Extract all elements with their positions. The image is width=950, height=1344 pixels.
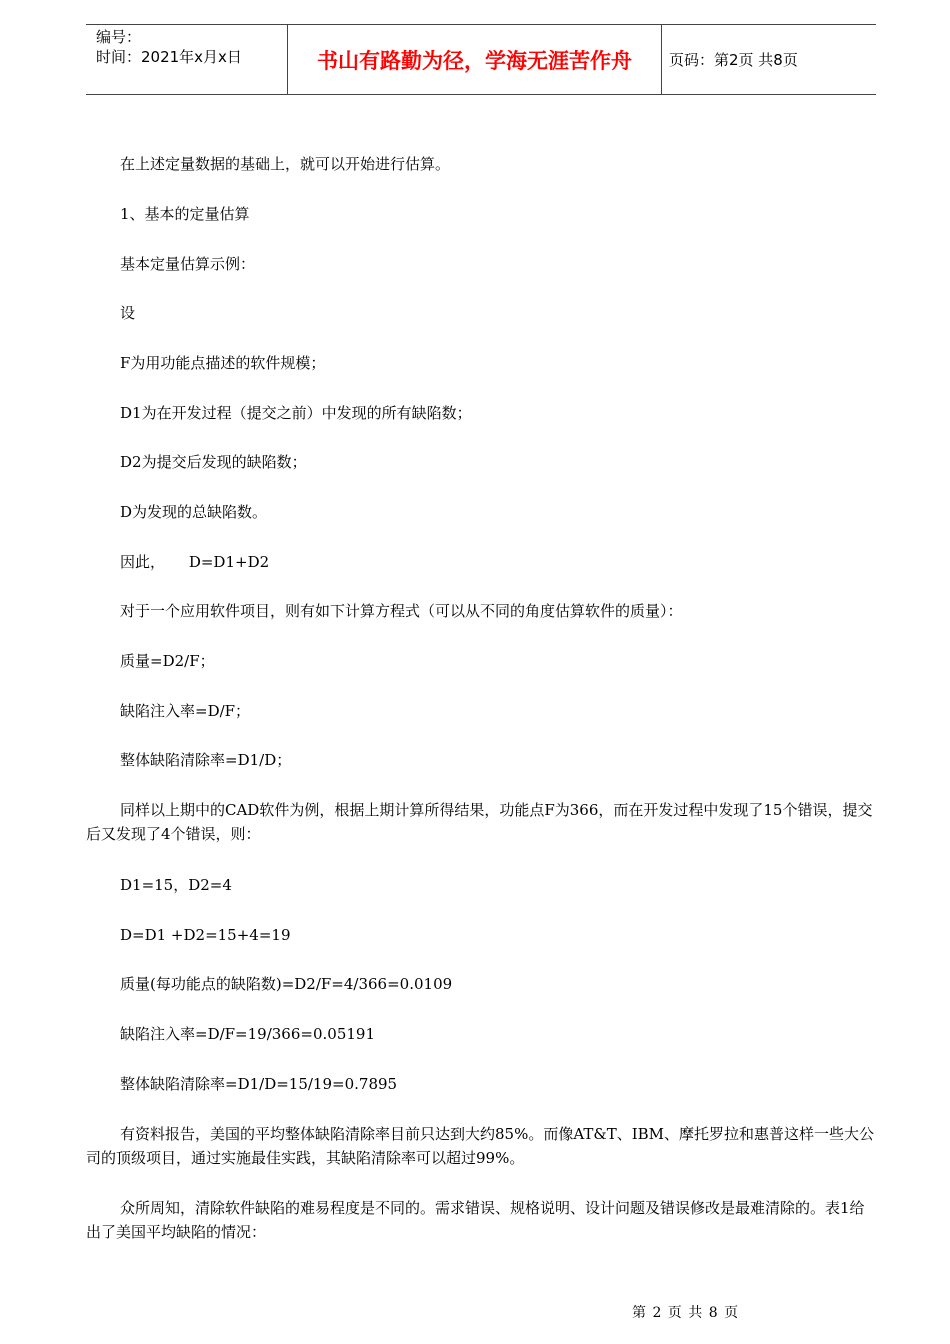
formula: 因此， D=D1+D2 — [120, 553, 270, 571]
formula: 缺陷注入率=D/F； — [120, 702, 251, 720]
page-footer: 第 2 页 共 8 页 — [632, 1305, 740, 1321]
formula: 质量(每功能点的缺陷数)=D2/F=4/366=0.0109 — [120, 975, 453, 993]
motto-text: 书山有路勤为径，学海无涯苦作舟 — [317, 49, 632, 73]
page-header — [86, 24, 876, 95]
formula: D=D1 +D2=15+4=19 — [120, 926, 291, 944]
header-meta-cell — [86, 25, 287, 94]
formula: 缺陷注入率=D/F=19/366=0.05191 — [120, 1025, 375, 1043]
paragraph: F为用功能点描述的软件规模； — [120, 354, 326, 372]
number-label: 编号： — [96, 28, 142, 46]
paragraph: D为发现的总缺陷数。 — [120, 503, 268, 521]
paragraph: D2为提交后发现的缺陷数； — [120, 453, 307, 471]
formula: D1=15，D2=4 — [120, 876, 232, 894]
paragraph: 对于一个应用软件项目，则有如下计算方程式（可以从不同的角度估算软件的质量）： — [120, 602, 683, 620]
paragraph: 众所周知，清除软件缺陷的难易程度是不同的。需求错误、规格说明、设计问题及错误修改是最难清除的。表1给出了美国平均缺陷的情况： — [86, 1199, 865, 1241]
header-motto-cell — [287, 25, 662, 94]
paragraph: 同样以上期中的CAD软件为例，根据上期计算所得结果，功能点F为366，而在开发过程中发现了15个错误，提交后又发现了4个错误，则： — [86, 801, 873, 843]
header-page-cell — [661, 25, 876, 94]
time-label: 时间：2021年x月x日 — [96, 48, 242, 66]
section-heading: 1、基本的定量估算 — [120, 205, 250, 223]
paragraph: 有资料报告，美国的平均整体缺陷清除率目前只达到大约85%。而像AT&T、IBM、摩托罗拉和惠普这样一些大公司的顶级项目，通过实施最佳实践，其缺陷清除率可以超过99%。 — [86, 1125, 875, 1167]
formula: 质量=D2/F； — [120, 652, 215, 670]
formula: 整体缺陷清除率=D1/D=15/19=0.7895 — [120, 1075, 398, 1093]
paragraph: 在上述定量数据的基础上，就可以开始进行估算。 — [120, 155, 451, 173]
paragraph: 基本定量估算示例： — [120, 255, 256, 273]
paragraph: 设 — [120, 304, 136, 322]
formula: 整体缺陷清除率=D1/D； — [120, 751, 292, 769]
paragraph: D1为在开发过程（提交之前）中发现的所有缺陷数； — [120, 404, 472, 422]
page-code: 页码：第2页 共8页 — [669, 51, 798, 69]
